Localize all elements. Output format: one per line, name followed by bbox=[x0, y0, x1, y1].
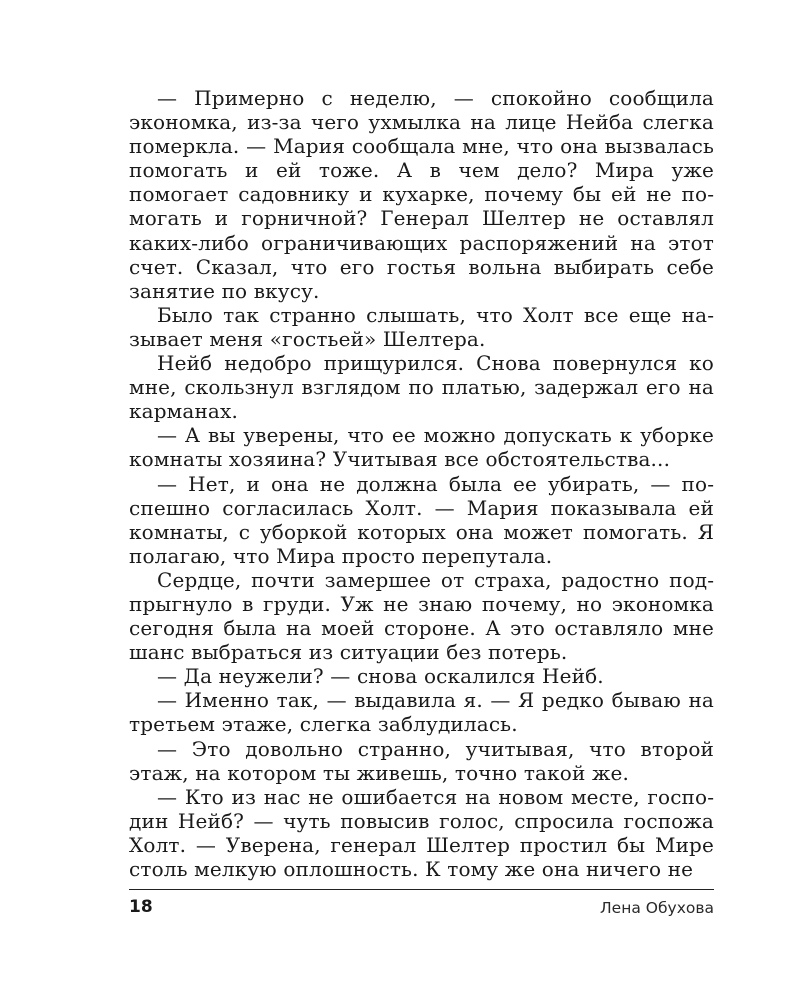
page-number: 18 bbox=[129, 897, 153, 917]
paragraph-3: Нейб недобро прищурился. Снова повернулся ко мне, скользнул взглядом по платью, задержал его на карманах. bbox=[129, 351, 714, 424]
running-head-author: Лена Обухова bbox=[600, 899, 714, 917]
paragraph-9: — Это довольно странно, учитывая, что второй этаж, на котором ты живешь, точно такой же. bbox=[129, 736, 714, 785]
paragraph-4: — А вы уверены, что ее можно допускать к уборке комнаты хозяина? Учитывая все обстоятельства... bbox=[129, 423, 714, 472]
paragraph-6: Сердце, почти замершее от страха, радостно подпрыгнуло в груди. Уж не знаю почему, но экономка сегодня была на моей стороне. А это оставляло мне шанс выбраться из ситуации без потерь. bbox=[129, 567, 714, 665]
paragraph-10: — Кто из нас не ошибается на новом месте, господин Нейб? — чуть повысив голос, спросила госпожа Холт. — Уверена, генерал Шелтер простил бы Мире столь мелкую оплошность. К тому же она ничего не bbox=[129, 784, 714, 881]
paragraph-8: — Именно так, — выдавила я. — Я редко бываю на третьем этаже, слегка заблудилась. bbox=[129, 688, 714, 737]
paragraph-5: — Нет, и она не должна была ее убирать, — поспешно согласилась Холт. — Мария показывала ей комнаты, с уборкой которых она может помогать. Я полагаю, что Мира просто перепутала. bbox=[129, 471, 714, 568]
paragraph-1: — Примерно с неделю, — спокойно сообщила экономка, из-за чего ухмылка на лице Нейба слегка померкла. — Мария сообщала мне, что она вызвалась помогать и ей тоже. А в чем дело? Мира уже помогает садовнику и кухарке, почему бы ей не помогать и горничной? Генерал Шелтер не оставлял каких-либо ограничивающих распоряжений на этот счет. Сказал, что его гостья вольна выбирать себе занятие по вкусу. bbox=[129, 86, 714, 303]
body-text bbox=[129, 86, 714, 881]
footer-rule bbox=[129, 889, 714, 890]
paragraph-2: Было так странно слышать, что Холт все еще называет меня «гостьей» Шелтера. bbox=[129, 302, 714, 351]
paragraph-7: — Да неужели? — снова оскалился Нейб. bbox=[157, 664, 604, 689]
